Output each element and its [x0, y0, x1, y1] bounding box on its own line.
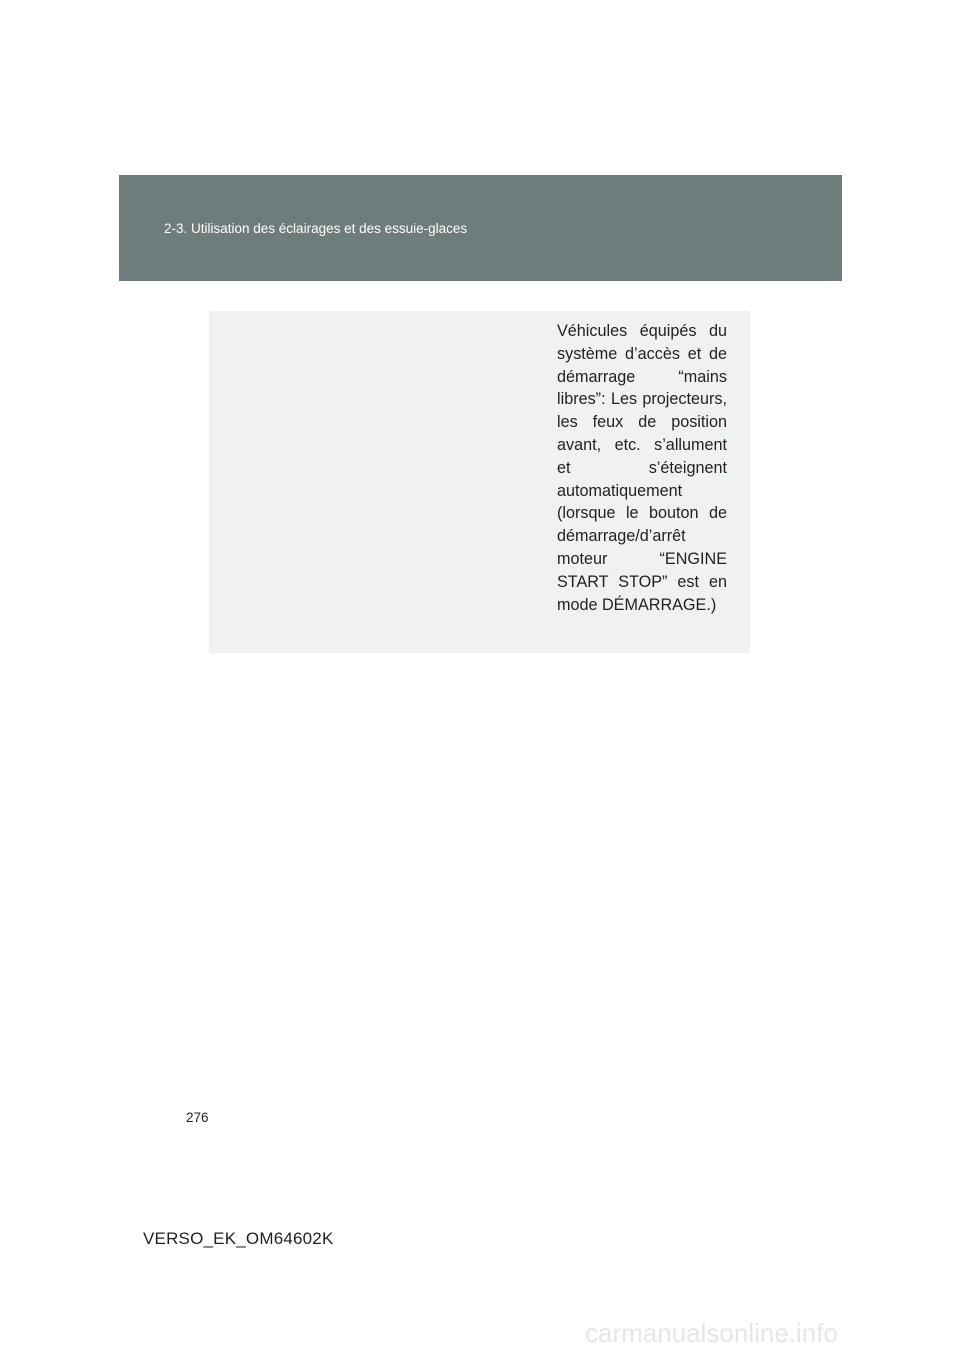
note-text: Véhicules équipés du système d’accès et de démarrage “mains libres”: Les projecteurs, les feux de position avant, etc. s’allument et s’éteignent automatiquement (lorsque le bouton de démarrage/d’arrêt moteur “ENGINE START STOP” est en mode DÉMARRAGE.)	[557, 322, 727, 614]
section-header-band	[119, 175, 842, 281]
document-code: VERSO_EK_OM64602K	[143, 1229, 334, 1248]
watermark: carmanualsonline.info	[585, 1318, 838, 1348]
section-title: 2-3. Utilisation des éclairages et des essuie-glaces	[164, 221, 468, 236]
note-box	[209, 311, 750, 653]
page-number: 276	[186, 1110, 209, 1125]
